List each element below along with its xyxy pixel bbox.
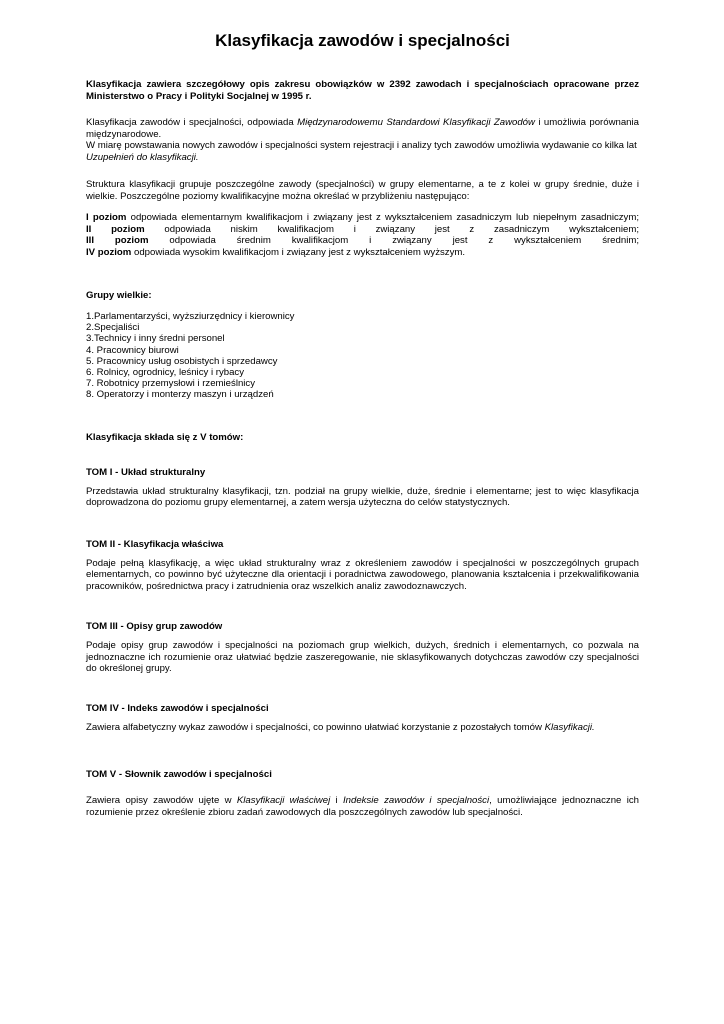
group-item: 2.Specjaliści	[86, 322, 140, 334]
tom4-heading: TOM IV - Indeks zawodów i specjalności	[86, 702, 269, 714]
tom3-text: Podaje opisy grup zawodów i specjalności na poziomach grup wielkich, dużych, średnich i elementarnych, co pozwala na jednoznaczne ich rozumienie oraz ułatwiać będzie zaszeregowanie, nie sklasyfikowanych dotychczas zawodów czy specjalności do określonej grupy.	[86, 640, 639, 675]
tom1-text: Przedstawia układ strukturalny klasyfikacji, tzn. podział na grupy wielkie, duże, średnie i elementarne; jest to więc klasyfikacja doprowadzona do poziomu grupy elementarnej, a zatem wersja użyteczna do celów statystycznych.	[86, 485, 639, 509]
group-item: 5. Pracownicy usług osobistych i sprzedawcy	[86, 355, 278, 367]
tom2-text: Podaje pełną klasyfikację, a więc układ strukturalny wraz z określeniem zawodów i specjalności w poszczególnych grupach elementarnych, co powinno być użyteczne dla orientacji i poradnictwa zawodowego, planowania kształcenia i przekwalifikowania pracowników, pośrednictwa pracy i zatrudnienia oraz wszelkich analiz zawodoznawczych.	[86, 557, 639, 592]
group-item: 3.Technicy i inny średni personel	[86, 333, 225, 345]
group-item: 8. Operatorzy i monterzy maszyn i urządzeń	[86, 389, 274, 401]
group-item: 7. Robotnicy przemysłowi i rzemieślnicy	[86, 378, 256, 390]
tom1-heading: TOM I - Układ strukturalny	[86, 466, 206, 478]
level-item: II poziom odpowiada niskim kwalifikacjom i związany jest z zasadniczym wykształceniem;	[86, 223, 639, 235]
intro-paragraph: Klasyfikacja zawiera szczegółowy opis zakresu obowiązków w 2392 zawodach i specjalnościach opracowane przez Ministerstwo o Pracy i Polityki Socjalnej w 1995 r.	[86, 79, 639, 102]
level-label: II poziom	[86, 223, 145, 235]
groups-heading: Grupy wielkie:	[86, 290, 152, 301]
tom2-heading: TOM II - Klasyfikacja właściwa	[86, 538, 224, 550]
tom5-heading: TOM V - Słownik zawodów i specjalności	[86, 769, 272, 781]
level-item: IV poziom odpowiada wysokim kwalifikacjom i związany jest z wykształceniem wyższym.	[86, 246, 466, 258]
document-page	[86, 30, 639, 818]
levels-list	[86, 212, 639, 258]
level-label: III poziom	[86, 235, 149, 246]
level-label: IV poziom	[86, 246, 132, 258]
standard-name: Międzynarodowemu Standardowi Klasyfikacji Zawodów	[297, 117, 535, 128]
level-item: I poziom odpowiada elementarnym kwalifikacjom i związany jest z wykształceniem zasadniczym lub niepełnym zasadniczym;	[86, 212, 640, 223]
tom5-text: Zawiera opisy zawodów ujęte w Klasyfikacji właściwej i Indeksie zawodów i specjalności, umożliwiające jednoznaczne ich rozumienie przez określenie zbioru zadań zawodowych dla poszczególnych zawodów lub specjalności.	[86, 795, 639, 818]
groups-list	[86, 311, 639, 401]
level-item: III poziom odpowiada średnim kwalifikacjom i związany jest z wykształceniem średnim;	[86, 235, 639, 246]
paragraph-structure: Struktura klasyfikacji grupuje poszczególne zawody (specjalności) w grupy elementarne, a te z kolei w grupy średnie, duże i wielkie. Poszczególne poziomy kwalifikacyjne można określać w przybliżeniu następująco:	[86, 179, 639, 202]
supplements-name: Uzupełnień do klasyfikacji.	[86, 151, 199, 163]
group-item: 6. Rolnicy, ogrodnicy, leśnicy i rybacy	[86, 367, 245, 379]
group-item: 4. Pracownicy biurowi	[86, 344, 179, 356]
page-title: Klasyfikacja zawodów i specjalności	[215, 31, 510, 50]
volumes-heading: Klasyfikacja składa się z V tomów:	[86, 431, 244, 443]
paragraph-standard: Klasyfikacja zawodów i specjalności, odpowiada Międzynarodowemu Standardowi Klasyfikacji Zawodów i umożliwia porównania międzynarodowe.	[86, 117, 639, 140]
group-item: 1.Parlamentarzyści, wyższiurzędnicy i kierownicy	[86, 311, 295, 322]
tom4-text: Zawiera alfabetyczny wykaz zawodów i specjalności, co powinno ułatwiać korzystanie z pozostałych tomów Klasyfikacji.	[86, 721, 595, 733]
level-label: I poziom	[86, 212, 127, 223]
paragraph-supplements: W miarę powstawania nowych zawodów i specjalności system rejestracji i analizy tych zawodów umożliwia wydawanie co kilka lat Uzupełnień do klasyfikacji.	[86, 140, 637, 163]
tom3-heading: TOM III - Opisy grup zawodów	[86, 621, 223, 633]
